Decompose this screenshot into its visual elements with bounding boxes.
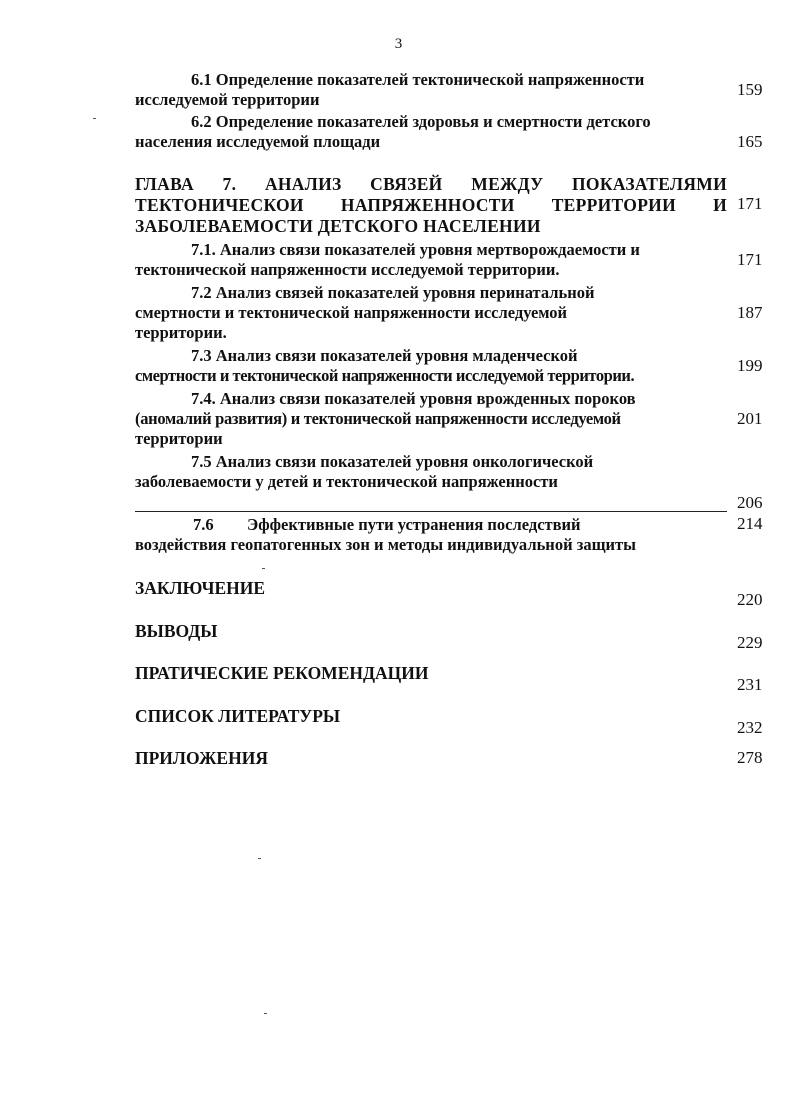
toc-entry-7-2-line-2: смертности и тектонической напряженности исследуемой	[135, 303, 568, 322]
scan-speck	[262, 568, 265, 569]
toc-entry-7-3-line-2: смертности и тектонической напряженности исследуемой территории.	[135, 366, 635, 385]
toc-entry-7-3-line-1: 7.3 Анализ связи показателей уровня младенческой	[191, 346, 578, 365]
toc-chapter-7	[135, 174, 727, 237]
toc-page-conclusion: 220	[737, 590, 763, 609]
toc-chapter-7-line-2: ТЕКТОНИЧЕСКОИ НАПРЯЖЕННОСТИ ТЕРРИТОРИИ И	[135, 195, 727, 215]
toc-entry-7-2	[135, 283, 727, 343]
toc-page-7-5: 206	[737, 493, 763, 512]
toc-section-references: СПИСОК ЛИТЕРАТУРЫ	[135, 706, 341, 726]
toc-entry-7-5-line-1: 7.5 Анализ связи показателей уровня онкологической	[191, 452, 594, 471]
toc-page-6-1: 159	[737, 80, 763, 99]
toc-entry-7-4-line-1: 7.4. Анализ связи показателей уровня врожденных пороков	[191, 389, 636, 408]
toc-page-6-2: 165	[737, 132, 763, 151]
toc-entry-7-4	[135, 389, 727, 449]
toc-entry-7-1	[135, 240, 727, 280]
toc-entry-6-1-line-1: 6.1 Определение показателей тектонической напряженности	[191, 70, 645, 89]
toc-page-findings: 229	[737, 633, 763, 652]
scan-speck	[264, 1013, 267, 1014]
page-number: 3	[394, 36, 403, 52]
toc-page-appendix: 278	[737, 748, 763, 767]
toc-entry-7-2-line-1: 7.2 Анализ связей показателей уровня перинатальной	[191, 283, 595, 302]
toc-page-7-4: 201	[737, 409, 763, 428]
toc-entry-6-1-line-2: исследуемой территории	[135, 90, 320, 109]
toc-entry-6-1	[135, 70, 727, 110]
toc-entry-6-2-line-2: населения исследуемой площади	[135, 132, 381, 151]
separator-rule	[135, 511, 727, 512]
toc-entry-7-6-number: 7.6	[193, 515, 214, 534]
toc-section-findings: ВЫВОДЫ	[135, 621, 218, 641]
toc-entry-7-6-line-2: воздействия геопатогенных зон и методы индивидуальной защиты	[135, 535, 637, 554]
toc-page-7-3: 199	[737, 356, 763, 375]
toc-entry-7-4-line-3: территории	[135, 429, 223, 448]
toc-page-recommendations: 231	[737, 675, 763, 694]
toc-page-7-2: 187	[737, 303, 763, 322]
toc-entry-7-4-line-2: (аномалий развития) и тектонической напряженности исследуемой	[135, 409, 621, 428]
toc-section-appendix: ПРИЛОЖЕНИЯ	[135, 748, 268, 768]
toc-page-7-6: 214	[737, 514, 763, 533]
toc-entry-7-3	[135, 346, 727, 386]
toc-entry-7-5-line-2: заболеваемости у детей и тектонической напряженности	[135, 472, 558, 491]
toc-entry-7-1-line-2: тектонической напряженности исследуемой территории.	[135, 260, 560, 279]
toc-section-recommendations: ПРАТИЧЕСКИЕ РЕКОМЕНДАЦИИ	[135, 663, 429, 683]
toc-entry-7-5	[135, 452, 727, 492]
toc-page-ch7: 171	[737, 194, 763, 213]
toc-entry-7-6-title: Эффективные пути устранения последствий	[247, 515, 581, 534]
toc-chapter-7-line-1: ГЛАВА 7. АНАЛИЗ СВЯЗЕЙ МЕЖДУ ПОКАЗАТЕЛЯМИ	[135, 174, 727, 194]
toc-page-references: 232	[737, 718, 763, 737]
toc-chapter-7-line-3: ЗАБОЛЕВАЕМОСТИ ДЕТСКОГО НАСЕЛЕНИИ	[135, 216, 541, 236]
toc-entry-6-2	[135, 112, 727, 152]
toc-entry-7-6-line-1	[135, 515, 727, 535]
toc-page-7-1: 171	[737, 250, 763, 269]
toc-entry-6-2-line-1: 6.2 Определение показателей здоровья и смертности детского	[191, 112, 651, 131]
toc-entry-7-2-line-3: территории.	[135, 323, 227, 342]
toc-entry-7-6	[135, 515, 727, 555]
toc-entry-7-1-line-1: 7.1. Анализ связи показателей уровня мертворождаемости и	[191, 240, 640, 259]
scan-speck	[93, 118, 96, 119]
toc-section-conclusion: ЗАКЛЮЧЕНИЕ	[135, 578, 266, 598]
scan-speck	[258, 858, 261, 859]
